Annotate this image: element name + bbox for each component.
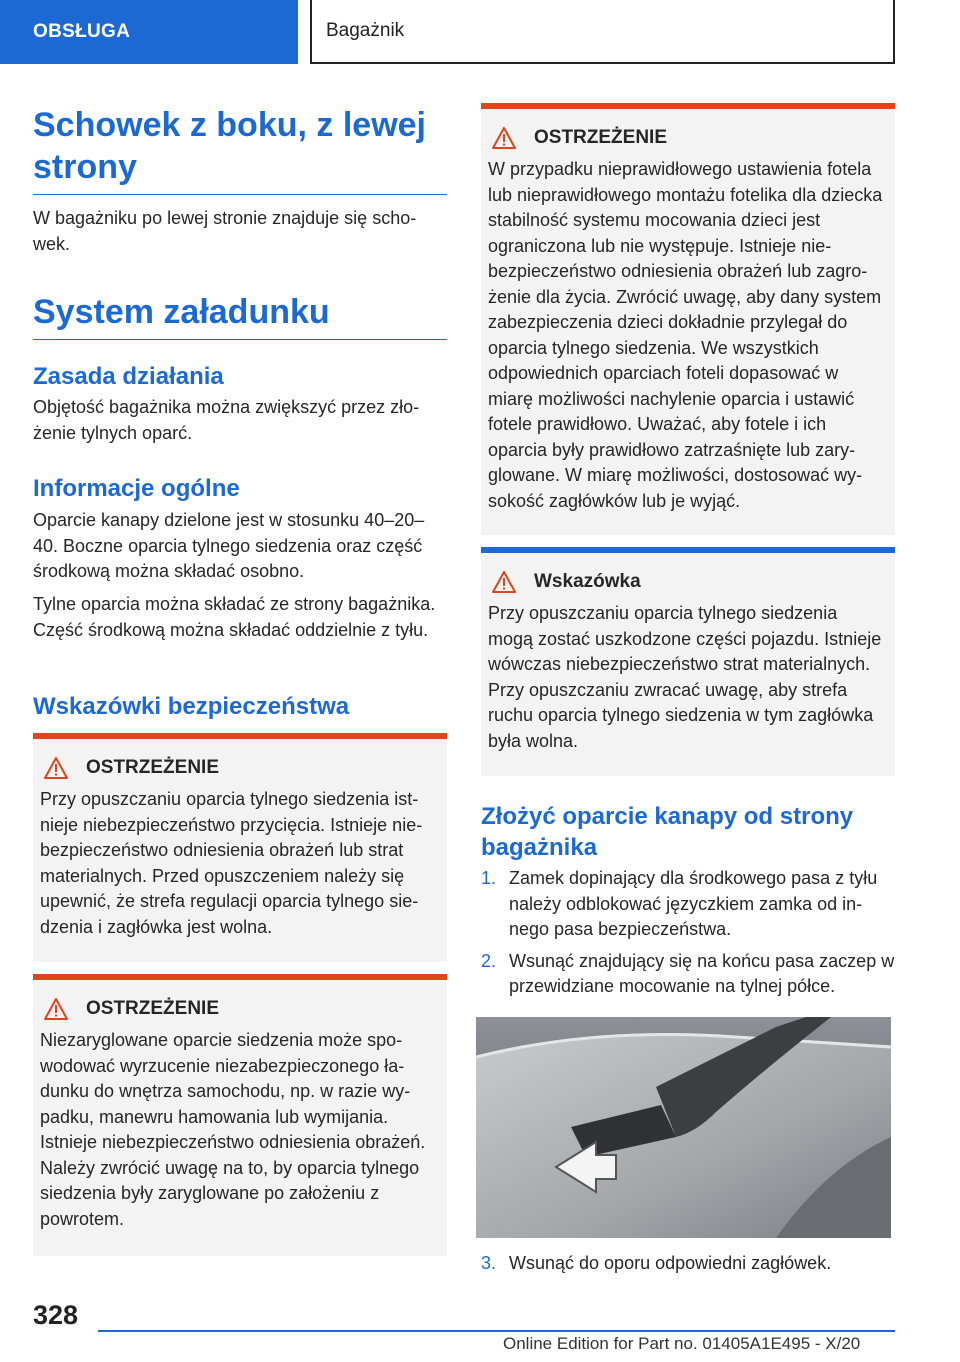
warning-triangle-icon <box>492 127 516 149</box>
heading-storage: Schowek z boku, z lewej strony <box>33 104 447 195</box>
list-item <box>481 1251 896 1277</box>
heading-fold-backrest: Złożyć oparcie kanapy od strony bagażnika <box>481 803 854 861</box>
step-number: 1. <box>481 868 497 888</box>
warning-text: Przy opuszczaniu oparcia tylnego siedzenia istnieje niebezpieczeństwo przycięcia. Istnieje niebezpieczeństwo odniesienia obrażeń lub strat materialnych. Przed opuszczeniem należy się upewnić, że strefa regulacji oparcia tylnego siedzenia i zagłówka jest wolna. <box>40 789 423 937</box>
warning-text: W przypadku nieprawidłowego ustawienia fotela lub nieprawidłowego montażu fotelika dla dziecka stabilność systemu mocowania dzieci jest ograniczona lub nie występuje. Istnieje niebezpieczeństwo odniesienia obrażeń lub zagrożenie dla życia. Zwrócić uwagę, aby dany system zabezpieczenia dzieci dokładnie przylegał do oparcia tylnego siedzenia. We wszystkich odpowiednich oparciach foteli dopasować w miarę możliwości nachylenie oparcia i ustawić fotele prawidłowo. Uważać, aby fotele i ich oparcia były prawidłowo zatrzaśnięte lub zaryglowane. W miarę możliwości, dostosować wysokość zagłówków lub je wyjąć. <box>488 159 883 511</box>
heading-general-info: Informacje ogólne <box>33 475 240 502</box>
heading-principle: Zasada działania <box>33 363 224 390</box>
warning-title: OSTRZEŻENIE <box>86 757 220 778</box>
note-text: Przy opuszczaniu oparcia tylnego siedzenia mogą zostać uszkodzone części pojazdu. Istnieje wówczas niebezpieczeństwo strat materialnych. Przy opuszczaniu zwracać uwagę, aby strefa ruchu oparcia tylnego siedzenia w tym zagłówka była wolna. <box>488 603 882 751</box>
warning-box-pinch <box>33 733 447 962</box>
paragraph-storage: W bagażniku po lewej stronie znajduje się schowek. <box>33 208 417 254</box>
warning-header <box>40 998 439 1020</box>
warning-header <box>40 757 439 779</box>
list-item <box>481 866 896 943</box>
warning-triangle-icon <box>44 998 68 1020</box>
note-box-damage <box>481 547 895 776</box>
note-title: Wskazówka <box>534 571 641 592</box>
heading-safety: Wskazówki bezpieczeństwa <box>33 693 350 720</box>
footer-rule <box>98 1330 895 1332</box>
step-text: Wsunąć do oporu odpowiedni zagłówek. <box>509 1253 832 1273</box>
warning-box-unlocked-seat <box>33 974 447 1256</box>
heading-loading-system: System załadunku <box>33 291 447 340</box>
section-tab: OBSŁUGA <box>0 0 298 64</box>
step-text: Wsunąć znajdujący się na końcu pasa zaczep w przewidziane mocowanie na tylnej półce. <box>509 950 895 996</box>
warning-text: Niezaryglowane oparcie siedzenia może spowodować wyrzucenie niezabezpieczonego ładunku do wnętrza samochodu, np. w razie wypadku, manewru hamowania lub wymijania. Istnieje niebezpieczeństwo odniesienia obrażeń. Należy zwrócić uwagę na to, by oparcia tylnego siedzenia były zaryglowane po założeniu z powrotem. <box>40 1030 426 1229</box>
warning-title: OSTRZEŻENIE <box>534 127 668 148</box>
fold-steps <box>481 866 896 1006</box>
paragraph-general-1: Oparcie kanapy dzielone jest w stosunku 40–20–40. Boczne oparcia tylnego siedzenia oraz część środkową można składać osobno. <box>33 510 425 581</box>
warning-triangle-icon <box>44 757 68 779</box>
page-number: 328 <box>33 1300 79 1330</box>
list-item <box>481 949 896 1000</box>
belt-hook-illustration <box>476 1017 891 1238</box>
paragraph-principle: Objętość bagażnika można zwiększyć przez złożenie tylnych oparć. <box>33 397 420 443</box>
step-number: 3. <box>481 1253 497 1273</box>
caution-triangle-icon <box>492 571 516 593</box>
edition-text: Online Edition for Part no. 01405A1E495 - X/20 <box>503 1334 861 1353</box>
step-text: Zamek dopinający dla środkowego pasa z tyłu należy odblokować języczkiem zamka od innego pasa bezpieczeństwa. <box>509 868 878 939</box>
warning-header <box>488 127 887 149</box>
warning-title: OSTRZEŻENIE <box>86 998 220 1019</box>
note-header <box>488 571 887 593</box>
paragraph-general-2: Tylne oparcia można składać ze strony bagażnika. Część środkową można składać oddzielnie z tyłu. <box>33 594 436 640</box>
warning-box-child-seat <box>481 103 895 535</box>
chapter-title: Bagażnik <box>310 0 895 64</box>
fold-steps-continued <box>481 1251 896 1283</box>
step-number: 2. <box>481 950 497 971</box>
